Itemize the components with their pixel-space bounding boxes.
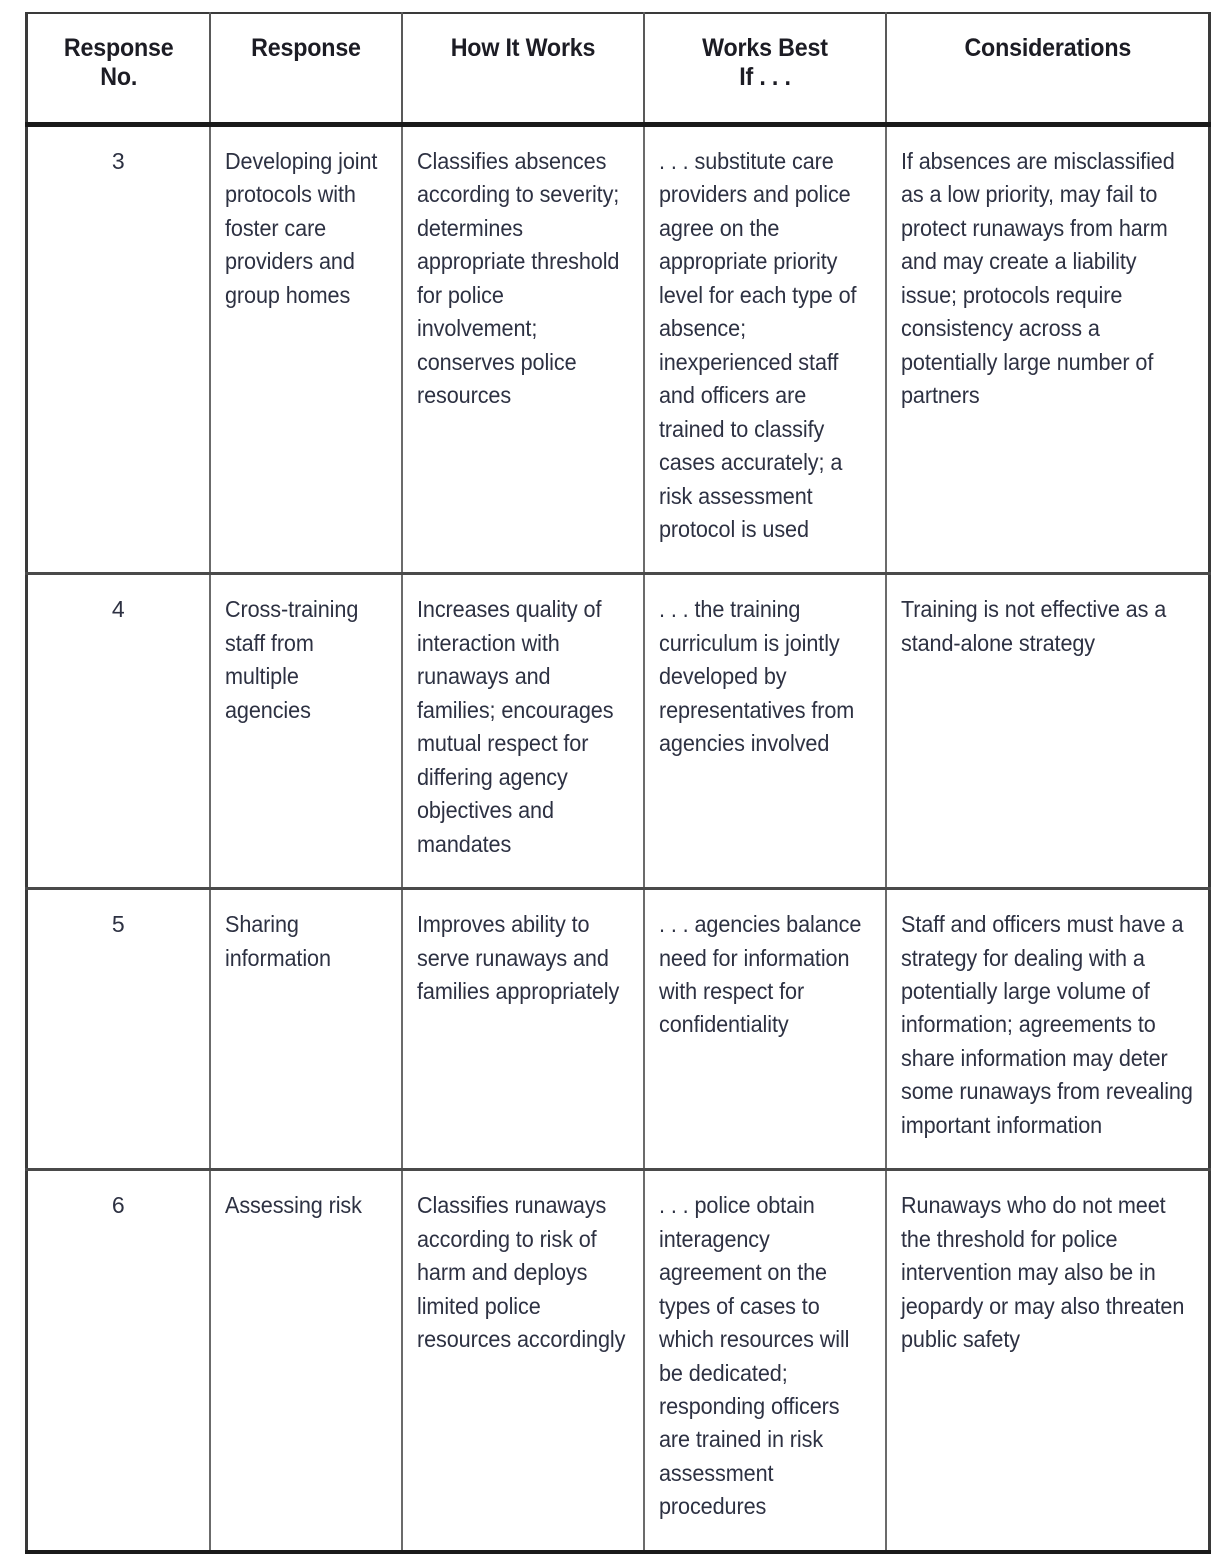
table-row bbox=[27, 125, 1210, 574]
column-header-how-it-works-line-1: How It Works bbox=[450, 34, 595, 62]
cell-considerations bbox=[886, 125, 1210, 574]
cell-response-no bbox=[27, 889, 210, 1170]
cell-response-no bbox=[27, 125, 210, 574]
response-options-table bbox=[25, 12, 1211, 1554]
column-header-response-no-line-1: Response bbox=[63, 34, 174, 62]
response-no-value: 3 bbox=[111, 148, 125, 174]
header-row bbox=[27, 13, 1210, 125]
response-no-value: 4 bbox=[111, 596, 125, 623]
column-header-considerations bbox=[897, 13, 1198, 125]
considerations-value: Runaways who do not meet the threshold for police intervention may also be in jeopardy or may also threaten public safety bbox=[900, 1192, 1184, 1353]
column-header-response-no bbox=[33, 13, 203, 125]
response-value: Cross-training staff from multiple agencies bbox=[224, 596, 358, 723]
considerations-value: If absences are misclassified as a low priority, may fail to protect runaways from harm and may create a liability issue; protocols require consistency across a potentially large number of partners bbox=[900, 148, 1175, 409]
response-value: Sharing information bbox=[224, 911, 331, 971]
cell-response bbox=[210, 889, 402, 1170]
table-body bbox=[27, 125, 1210, 1552]
how-it-works-value: Increases quality of interaction with runaways and families; encourages mutual respect for differing agency objectives and mandates bbox=[416, 596, 613, 857]
cell-considerations bbox=[886, 1170, 1210, 1552]
response-value: Developing joint protocols with foster care providers and group homes bbox=[224, 148, 377, 308]
cell-works-best-if bbox=[644, 1170, 886, 1552]
how-it-works-value: Classifies absences according to severity; determines appropriate threshold for police involvement; conserves police resources bbox=[416, 148, 619, 409]
table-header bbox=[27, 13, 1210, 125]
cell-works-best-if bbox=[644, 889, 886, 1170]
considerations-value: Training is not effective as a stand-alone strategy bbox=[900, 596, 1166, 656]
works-best-if-value: . . . the training curriculum is jointly developed by representatives from agencies involved bbox=[658, 596, 854, 757]
considerations-value: Staff and officers must have a strategy for dealing with a potentially large volume of information; agreements to share information may deter some runaways from revealing important information bbox=[900, 911, 1193, 1138]
works-best-if-value: . . . agencies balance need for information with respect for confidentiality bbox=[658, 911, 861, 1038]
cell-how-it-works bbox=[402, 574, 644, 889]
cell-response bbox=[210, 1170, 402, 1552]
column-header-how-it-works bbox=[410, 13, 635, 125]
cell-response-no bbox=[27, 1170, 210, 1552]
cell-how-it-works bbox=[402, 125, 644, 574]
cell-considerations bbox=[886, 889, 1210, 1170]
column-header-works-best-if-line-1: Works Best bbox=[701, 34, 828, 62]
column-header-response bbox=[216, 13, 395, 125]
column-header-works-best-if-line-2: If . . . bbox=[738, 63, 791, 91]
cell-works-best-if bbox=[644, 574, 886, 889]
cell-considerations bbox=[886, 574, 1210, 889]
response-no-value: 5 bbox=[111, 911, 125, 938]
response-value: Assessing risk bbox=[224, 1192, 362, 1219]
column-header-considerations-line-1: Considerations bbox=[963, 34, 1131, 62]
cell-response-no bbox=[27, 574, 210, 889]
table-row bbox=[27, 574, 1210, 889]
response-no-value: 6 bbox=[111, 1192, 125, 1219]
cell-response bbox=[210, 125, 402, 574]
table-row bbox=[27, 1170, 1210, 1552]
table-row bbox=[27, 889, 1210, 1170]
cell-works-best-if bbox=[644, 125, 886, 574]
column-header-response-no-line-2: No. bbox=[99, 63, 137, 91]
column-header-response-line-1: Response bbox=[250, 34, 361, 62]
cell-how-it-works bbox=[402, 889, 644, 1170]
how-it-works-value: Improves ability to serve runaways and families appropriately bbox=[416, 911, 619, 1004]
column-header-works-best-if bbox=[652, 13, 877, 125]
works-best-if-value: . . . police obtain interagency agreement on the types of cases to which resources will be dedicated; responding officers are trained in risk assessment procedures bbox=[658, 1192, 849, 1520]
works-best-if-value: . . . substitute care providers and police agree on the appropriate priority level for each type of absence; inexperienced staff and officers are trained to classify cases accurately; a risk assessment protocol is used bbox=[658, 148, 856, 542]
cell-how-it-works bbox=[402, 1170, 644, 1552]
how-it-works-value: Classifies runaways according to risk of harm and deploys limited police resources accordingly bbox=[416, 1192, 625, 1353]
cell-response bbox=[210, 574, 402, 889]
